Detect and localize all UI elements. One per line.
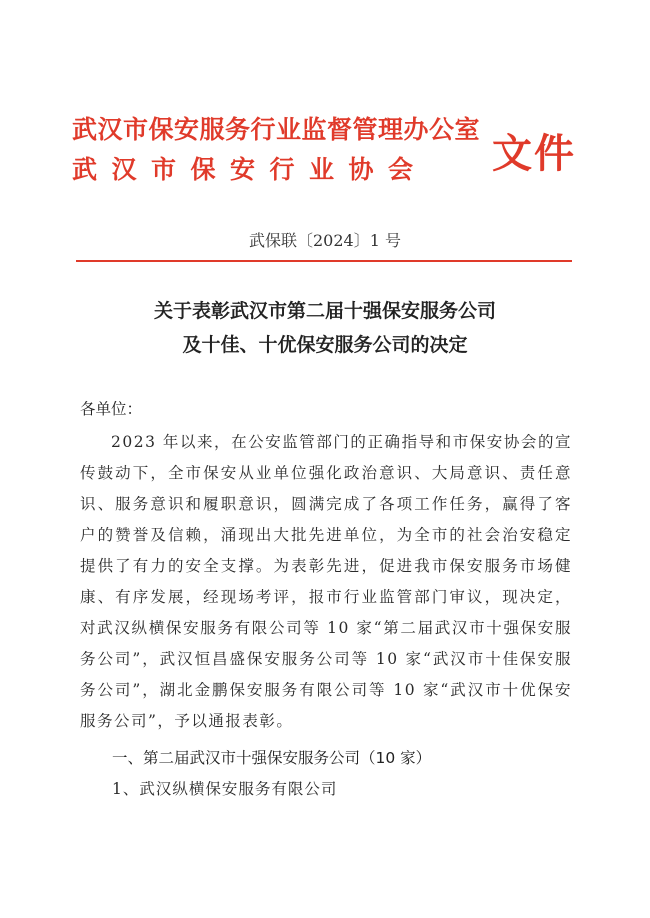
list-item: 1、武汉纵横保安服务有限公司 xyxy=(112,780,338,798)
red-divider xyxy=(76,260,572,262)
salutation: 各单位： xyxy=(80,400,143,418)
issuing-association-name: 武汉市保安行业协会 xyxy=(72,155,428,184)
document-number: 武保联〔2024〕1 号 xyxy=(249,231,401,250)
issuing-office-name: 武汉市保安服务行业监督管理办公室 xyxy=(72,115,481,144)
section-heading: 一、第二届武汉市十强保安服务公司（10 家） xyxy=(112,749,432,767)
file-label: 文件 xyxy=(492,131,576,177)
document-header xyxy=(72,108,592,198)
body-paragraph: 2023 年以来，在公安监管部门的正确指导和市保安协会的宣传鼓动下，全市保安从业单位强化政治意识、大局意识、责任意识、服务意识和履职意识，圆满完成了各项工作任务，赢得了客户的赞誉及信赖，涌现出大批先进单位，为全市的社会治安稳定提供了有力的安全支撑。为表彰先进，促进我市保安服务市场健康、有序发展，经现场考评，报市行业监管部门审议，现决定，对武汉纵横保安服务有限公司等 10 家“第二届武汉市十强保安服务公司”，武汉恒昌盛保安服务公司等 10 家“武汉市十佳保安服务公司”，湖北金鹏保安服务有限公司等 10 家“武汉市十优保安服务公司”，予以通报表彰。 xyxy=(80,433,572,730)
document-title-line-1: 关于表彰武汉市第二届十强保安服务公司 xyxy=(153,300,496,322)
document-title-line-2: 及十佳、十优保安服务公司的决定 xyxy=(182,334,468,356)
